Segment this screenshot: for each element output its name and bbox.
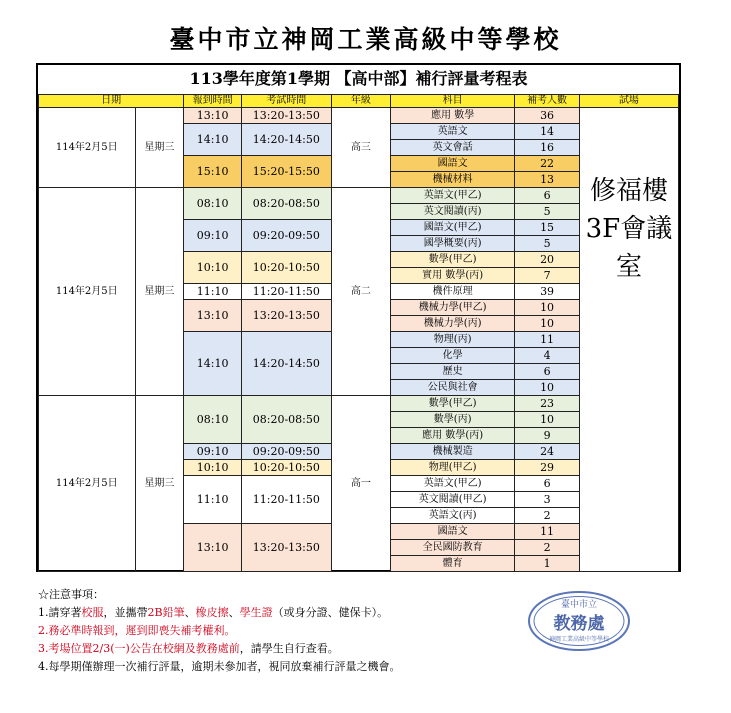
header-row <box>39 95 679 108</box>
makeup-count: 14 <box>515 124 580 140</box>
exam-time: 08:20-08:50 <box>241 188 331 220</box>
checkin-time: 15:10 <box>184 156 242 188</box>
exam-time: 11:20-11:50 <box>241 476 331 524</box>
checkin-time: 10:10 <box>184 252 242 284</box>
makeup-count: 7 <box>515 268 580 284</box>
subject-name: 實用 數學(丙) <box>391 268 515 284</box>
exam-time: 14:20-14:50 <box>241 124 331 156</box>
note-item <box>38 604 401 622</box>
exam-time: 10:20-10:50 <box>241 252 331 284</box>
note-text: （或身分證、健保卡）。 <box>272 606 389 619</box>
subject-name: 英語文(甲乙) <box>391 476 515 492</box>
checkin-time: 09:10 <box>184 444 242 460</box>
exam-weekday: 星期三 <box>135 108 184 188</box>
subject-name: 物理(丙) <box>391 332 515 348</box>
header-checkin: 報到時間 <box>184 95 242 108</box>
header-date: 日期 <box>39 95 184 108</box>
note-highlight: 學生證 <box>239 606 273 619</box>
schedule-frame <box>36 63 681 572</box>
subject-name: 公民與社會 <box>391 380 515 396</box>
subject-name: 國語文(甲乙) <box>391 220 515 236</box>
subject-name: 機械製造 <box>391 444 515 460</box>
exam-time: 08:20-08:50 <box>241 396 331 444</box>
makeup-count: 4 <box>515 348 580 364</box>
subject-name: 國語文 <box>391 156 515 172</box>
subject-name: 英語文(甲乙) <box>391 188 515 204</box>
makeup-count: 16 <box>515 140 580 156</box>
makeup-count: 5 <box>515 236 580 252</box>
checkin-time: 13:10 <box>184 108 242 124</box>
exam-time: 13:20-13:50 <box>241 524 331 572</box>
subject-name: 數學(甲乙) <box>391 396 515 412</box>
seal-top-text: 臺中市立 <box>560 600 598 610</box>
exam-time: 13:20-13:50 <box>241 300 331 332</box>
header-grade: 年級 <box>331 95 390 108</box>
note-highlight: 2B鉛筆 <box>147 606 185 619</box>
makeup-count: 36 <box>515 108 580 124</box>
exam-date: 114年2月5日 <box>39 396 136 572</box>
subject-name: 英文會話 <box>391 140 515 156</box>
exam-venue: 修福樓3F會議室 <box>579 108 678 572</box>
subject-name: 歷史 <box>391 364 515 380</box>
makeup-count: 23 <box>515 396 580 412</box>
makeup-count: 22 <box>515 156 580 172</box>
exam-date: 114年2月5日 <box>39 108 136 188</box>
makeup-count: 6 <box>515 188 580 204</box>
header-venue: 試場 <box>579 95 678 108</box>
grade-level: 高一 <box>331 396 390 572</box>
makeup-count: 3 <box>515 492 580 508</box>
subject-name: 機件原理 <box>391 284 515 300</box>
exam-weekday: 星期三 <box>135 188 184 396</box>
checkin-time: 11:10 <box>184 284 242 300</box>
checkin-time: 11:10 <box>184 476 242 524</box>
note-text: 、 <box>228 606 240 619</box>
makeup-count: 1 <box>515 556 580 572</box>
subject-name: 體育 <box>391 556 515 572</box>
notes-section <box>38 586 401 676</box>
subject-name: 英語文(丙) <box>391 508 515 524</box>
makeup-count: 29 <box>515 460 580 476</box>
makeup-count: 6 <box>515 476 580 492</box>
makeup-count: 9 <box>515 428 580 444</box>
grade-level: 高二 <box>331 188 390 396</box>
subject-name: 英文閱讀(丙) <box>391 204 515 220</box>
subject-name: 國語文 <box>391 524 515 540</box>
exam-time: 10:20-10:50 <box>241 460 331 476</box>
subject-name: 機械力學(丙) <box>391 316 515 332</box>
exam-time: 14:20-14:50 <box>241 332 331 396</box>
subject-name: 英語文 <box>391 124 515 140</box>
exam-time: 09:20-09:50 <box>241 444 331 460</box>
note-text: 1.請穿著 <box>38 606 82 619</box>
subject-name: 機械材料 <box>391 172 515 188</box>
note-item <box>38 658 401 676</box>
subject-name: 國學概要(丙) <box>391 236 515 252</box>
makeup-count: 39 <box>515 284 580 300</box>
makeup-count: 11 <box>515 332 580 348</box>
subject-name: 全民國防教育 <box>391 540 515 556</box>
checkin-time: 13:10 <box>184 524 242 572</box>
header-exam: 考試時間 <box>241 95 331 108</box>
note-text: ，並攜帶 <box>103 606 148 619</box>
makeup-count: 5 <box>515 204 580 220</box>
makeup-count: 10 <box>515 300 580 316</box>
makeup-count: 20 <box>515 252 580 268</box>
makeup-count: 10 <box>515 380 580 396</box>
note-highlight: 橡皮擦 <box>195 606 229 619</box>
subject-name: 化學 <box>391 348 515 364</box>
subject-name: 應用 數學 <box>391 108 515 124</box>
makeup-count: 24 <box>515 444 580 460</box>
subject-name: 物理(甲乙) <box>391 460 515 476</box>
exam-weekday: 星期三 <box>135 396 184 572</box>
exam-time: 15:20-15:50 <box>241 156 331 188</box>
checkin-time: 10:10 <box>184 460 242 476</box>
checkin-time: 08:10 <box>184 188 242 220</box>
makeup-count: 11 <box>515 524 580 540</box>
seal-bottom-text: 神岡工業高級中等學校 <box>548 636 610 643</box>
seal-center-text: 教務處 <box>553 614 605 634</box>
checkin-time: 14:10 <box>184 124 242 156</box>
academic-affairs-seal <box>527 590 631 652</box>
makeup-count: 6 <box>515 364 580 380</box>
subject-name: 機械力學(甲乙) <box>391 300 515 316</box>
school-name: 臺中市立神岡工業高級中等學校 <box>169 25 562 54</box>
subject-name: 英文閱讀(甲乙) <box>391 492 515 508</box>
note-highlight: 2.務必準時報到，遲到即喪失補考權利。 <box>38 624 236 637</box>
table-row <box>39 108 679 124</box>
checkin-time: 08:10 <box>184 396 242 444</box>
header-count: 補考人數 <box>515 95 580 108</box>
note-highlight: 3.考場位置2/3(一)公告在校網及教務處前 <box>38 642 240 655</box>
makeup-count: 10 <box>515 316 580 332</box>
makeup-count: 10 <box>515 412 580 428</box>
checkin-time: 14:10 <box>184 332 242 396</box>
makeup-count: 2 <box>515 540 580 556</box>
subject-name: 數學(丙) <box>391 412 515 428</box>
exam-time: 13:20-13:50 <box>241 108 331 124</box>
schedule-table <box>38 94 679 572</box>
subject-name: 數學(甲乙) <box>391 252 515 268</box>
note-text: 、 <box>184 606 196 619</box>
exam-time: 11:20-11:50 <box>241 284 331 300</box>
exam-time: 09:20-09:50 <box>241 220 331 252</box>
exam-date: 114年2月5日 <box>39 188 136 396</box>
note-item <box>38 622 401 640</box>
checkin-time: 13:10 <box>184 300 242 332</box>
makeup-count: 2 <box>515 508 580 524</box>
note-text: ，請學生自行查看。 <box>239 642 339 655</box>
schedule-title: 113學年度第1學期 【高中部】補行評量考程表 <box>189 69 528 88</box>
grade-level: 高三 <box>331 108 390 188</box>
note-item <box>38 640 401 658</box>
note-highlight: 校服 <box>81 606 104 619</box>
note-text: 4.每學期僅辦理一次補行評量，逾期未參加者，視同放棄補行評量之機會。 <box>38 660 401 673</box>
subject-name: 應用 數學(丙) <box>391 428 515 444</box>
checkin-time: 09:10 <box>184 220 242 252</box>
header-subject: 科目 <box>391 95 515 108</box>
notes-heading: ☆注意事項： <box>38 588 104 601</box>
makeup-count: 15 <box>515 220 580 236</box>
makeup-count: 13 <box>515 172 580 188</box>
